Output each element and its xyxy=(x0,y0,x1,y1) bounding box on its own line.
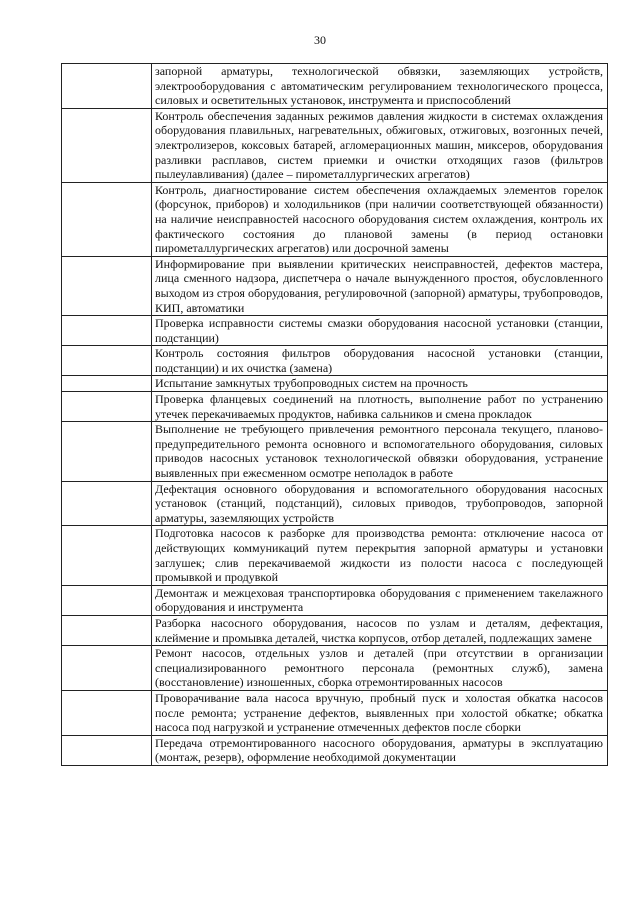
table-cell-text: Информирование при выявлении критических неисправностей, дефектов мастера, лица сменного надзора, диспетчера о начале вынужденного простоя, обусловленного выходом из строя оборудования, регулировочной (запорной) арматуры, трубопроводов, КИП, автоматики xyxy=(152,256,608,315)
table-row xyxy=(62,646,608,691)
table-cell-text: Дефектация основного оборудования и вспомогательного оборудования насосных установок (станций, подстанций), силовых приводов, трубопроводов, запорной арматуры, заземляющих устройств xyxy=(152,481,608,526)
table-cell-text: Контроль, диагностирование систем обеспечения охлаждаемых элементов горелок (форсунок, приборов) и холодильников (при наличии соответствующей обязанности) на наличие неисправностей насосного оборудования систем охлаждения, контроль их фактического состояния до плановой замены (в период остановки пирометаллургических агрегатов) или досрочной замены xyxy=(152,182,608,256)
table-cell-text: Демонтаж и межцеховая транспортировка оборудования с применением такелажного оборудования и инструмента xyxy=(152,585,608,615)
table-cell-text: Испытание замкнутых трубопроводных систем на прочность xyxy=(152,376,608,392)
table-row xyxy=(62,346,608,376)
table-cell-left xyxy=(62,376,152,392)
table-cell-left xyxy=(62,690,152,735)
table-cell-left xyxy=(62,735,152,765)
table-cell-text: Контроль состояния фильтров оборудования насосной установки (станции, подстанции) и их очистка (замена) xyxy=(152,346,608,376)
table-cell-text: Проверка фланцевых соединений на плотность, выполнение работ по устранению утечек перекачиваемых продуктов, набивка сальников и смена прокладок xyxy=(152,392,608,422)
table-cell-left xyxy=(62,392,152,422)
table-cell-left xyxy=(62,108,152,182)
table-cell-left xyxy=(62,646,152,691)
table-row xyxy=(62,392,608,422)
table-row xyxy=(62,182,608,256)
table-cell-text: Выполнение не требующего привлечения ремонтного персонала текущего, планово-предупредительного ремонта основного и вспомогательного оборудования, силовых приводов насосных установок технологической обвязки оборудования, устранение выявленных при ежесменном осмотре неполадок в работе xyxy=(152,422,608,481)
table-cell-left xyxy=(62,585,152,615)
page-number: 30 xyxy=(314,33,326,47)
table-cell-text: Передача отремонтированного насосного оборудования, арматуры в эксплуатацию (монтаж, резерв), оформление необходимой документации xyxy=(152,735,608,765)
table-cell-text: Проверка исправности системы смазки оборудования насосной установки (станции, подстанции) xyxy=(152,316,608,346)
table-cell-left xyxy=(62,182,152,256)
table-row xyxy=(62,422,608,481)
table-cell-left xyxy=(62,526,152,585)
table-cell-left xyxy=(62,316,152,346)
table-row xyxy=(62,316,608,346)
table-cell-text: Разборка насосного оборудования, насосов по узлам и деталям, дефектация, клеймение и промывка деталей, чистка корпусов, отбор деталей, подлежащих замене xyxy=(152,615,608,645)
table-body xyxy=(62,64,608,766)
table-row xyxy=(62,256,608,315)
labor-functions-table xyxy=(61,63,608,766)
table-cell-left xyxy=(62,615,152,645)
table-cell-text: запорной арматуры, технологической обвязки, заземляющих устройств, электрооборудования с автоматическим регулированием технологического процесса, силовых и осветительных установок, инструмента и приспособлений xyxy=(152,64,608,109)
table-cell-left xyxy=(62,422,152,481)
table-row xyxy=(62,690,608,735)
table-cell-text: Контроль обеспечения заданных режимов давления жидкости в системах охлаждения оборудования плавильных, нагревательных, обжиговых, отжиговых, возгонных печей, электролизеров, коксовых батарей, агломерационных машин, миксеров, оборудования разливки расплавов, систем приемки и очистки отходящих газов (фильтров пылеулавливания) (далее – пирометаллургических агрегатов) xyxy=(152,108,608,182)
table-cell-text: Проворачивание вала насоса вручную, пробный пуск и холостая обкатка насосов после ремонта; устранение дефектов, выявленных при холостой обкатке; обкатка насоса под нагрузкой и устранение отмеченных дефектов после сборки xyxy=(152,690,608,735)
table-cell-left xyxy=(62,64,152,109)
table-row xyxy=(62,64,608,109)
table-cell-left xyxy=(62,256,152,315)
table-cell-left xyxy=(62,481,152,526)
table-row xyxy=(62,526,608,585)
table-row xyxy=(62,108,608,182)
table-cell-left xyxy=(62,346,152,376)
table-row xyxy=(62,615,608,645)
table-cell-text: Подготовка насосов к разборке для производства ремонта: отключение насоса от действующих коммуникаций путем перекрытия запорной арматуры и установки заглушек; слив перекачиваемой жидкости из полости насоса с последующей промывкой и продувкой xyxy=(152,526,608,585)
table-row xyxy=(62,376,608,392)
table-row xyxy=(62,481,608,526)
table-row xyxy=(62,735,608,765)
table-cell-text: Ремонт насосов, отдельных узлов и деталей (при отсутствии в организации специализированного ремонтного персонала (ремонтных служб), замена (восстановление) изношенных, сборка отремонтированных насосов xyxy=(152,646,608,691)
table-row xyxy=(62,585,608,615)
